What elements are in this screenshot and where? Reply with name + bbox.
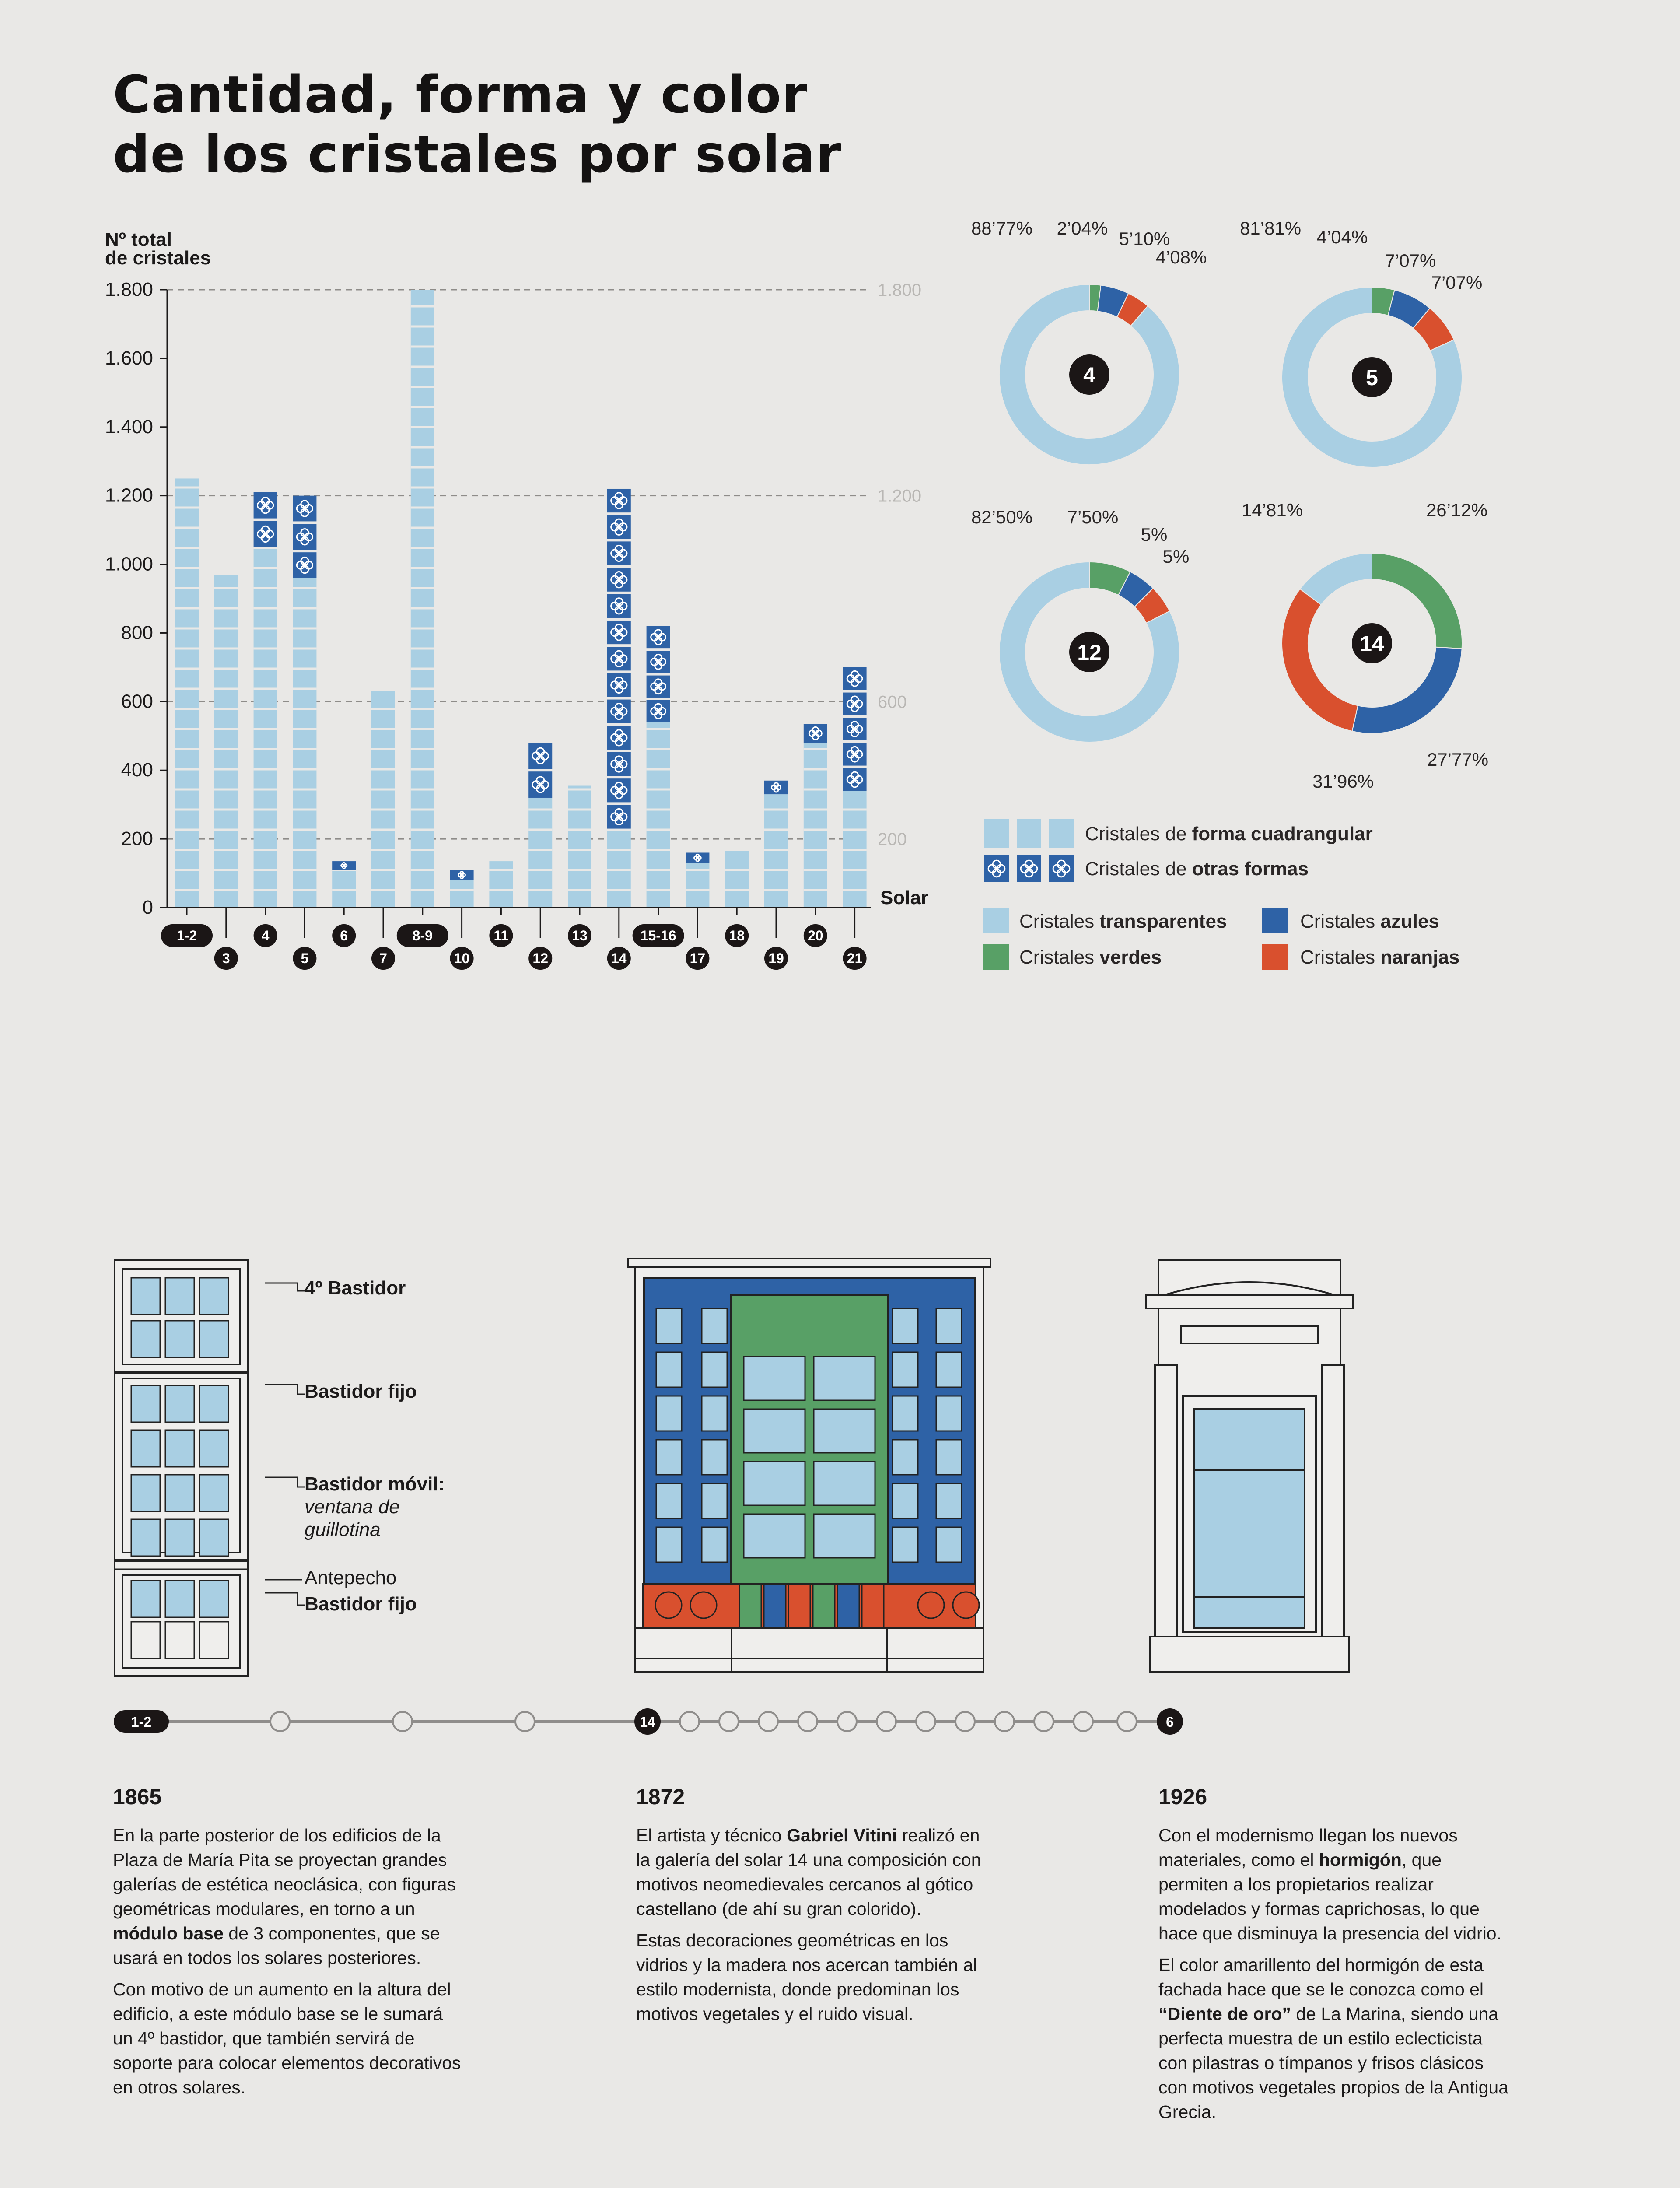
- text-column-1926: [1158, 1784, 1508, 2131]
- solar-label: 14: [611, 950, 627, 966]
- title-line-1: Cantidad, forma y color: [113, 64, 808, 125]
- donut-value-label: 5%: [1141, 524, 1168, 545]
- donut-value-label: 82’50%: [971, 507, 1033, 527]
- y-axis-label-line-1: Nº total: [105, 229, 172, 250]
- paragraph-1926-2: El color amarillento del hormigón de esta fachada hace que se le conozca como el “Diente de oro” de La Marina, siendo una perfecta muestra de un estilo eclecticista con pilastras o tímpanos y frisos clásicos con motivos vegetales propios de la Antigua Grecia.: [1158, 1955, 1509, 2122]
- y-tick-label: 1.200: [105, 484, 153, 506]
- legend-label-blue: Cristales azules: [1300, 911, 1439, 932]
- timeline-dot: [1117, 1712, 1137, 1731]
- donut-value-label: 7’07%: [1431, 272, 1483, 293]
- timeline-dot: [837, 1712, 857, 1731]
- legend-label-orange: Cristales naranjas: [1300, 947, 1460, 968]
- timeline-marker-start-label: 1-2: [131, 1714, 152, 1730]
- solar-label: 1-2: [176, 928, 197, 943]
- timeline-marker-end-label: 6: [1166, 1714, 1174, 1730]
- donut-center-label: 14: [1360, 631, 1384, 656]
- solar-label: 20: [808, 928, 823, 943]
- y-tick-label: 200: [121, 828, 153, 850]
- timeline-dot: [1034, 1712, 1054, 1731]
- year-1926: 1926: [1158, 1785, 1208, 1809]
- timeline-dot: [719, 1712, 738, 1731]
- donut-value-label: 26’12%: [1426, 500, 1488, 520]
- legend-square-label: Cristales de forma cuadrangular: [1085, 823, 1373, 845]
- donut-value-label: 4’04%: [1316, 227, 1368, 247]
- y-tick-label: 1.400: [105, 416, 153, 438]
- year-1872: 1872: [636, 1785, 685, 1809]
- timeline-dot: [1074, 1712, 1093, 1731]
- timeline-dot: [759, 1712, 778, 1731]
- annotation-fixed-frame-2: Bastidor fijo: [304, 1593, 417, 1615]
- solar-label: 18: [729, 928, 745, 943]
- donut-value-label: 14’81%: [1241, 500, 1303, 520]
- legend-label-green: Cristales verdes: [1019, 947, 1162, 968]
- donut-value-label: 4’08%: [1155, 247, 1207, 267]
- solar-label: 15-16: [640, 928, 676, 943]
- annotation-4th-frame: 4º Bastidor: [304, 1277, 406, 1299]
- y-tick-label: 0: [142, 897, 153, 918]
- y-tick-label: 1.000: [105, 553, 153, 575]
- reference-line-label: 600: [878, 692, 907, 712]
- timeline-dot: [515, 1712, 535, 1731]
- timeline-dot: [995, 1712, 1014, 1731]
- x-axis-label: Solar: [880, 887, 929, 908]
- solar-label: 17: [690, 950, 706, 966]
- y-tick-label: 1.800: [105, 279, 153, 300]
- timeline-dot: [393, 1712, 412, 1731]
- timeline-dot: [680, 1712, 699, 1731]
- donut-value-label: 81’81%: [1239, 218, 1302, 238]
- solar-label: 19: [768, 950, 784, 966]
- solar-label: 6: [340, 928, 348, 943]
- timeline-marker-middle-label: 14: [640, 1714, 655, 1730]
- donut-value-label: 5’10%: [1119, 228, 1170, 249]
- donut-value-label: 5%: [1162, 546, 1190, 567]
- paragraph-1865-2: Con motivo de un aumento en la altura del edificio, a este módulo base se le sumará un 4º bastidor, que también servirá de soporte para colocar elementos decorativos en otros solares.: [113, 1979, 461, 2097]
- title-line-2: de los cristales por solar: [113, 124, 842, 184]
- solar-label: 7: [379, 950, 387, 966]
- solar-label: 13: [572, 928, 588, 943]
- donut-value-label: 7’07%: [1385, 250, 1436, 271]
- annotation-antepecho: Antepecho: [304, 1567, 397, 1588]
- paragraph-1872-2: Estas decoraciones geométricas en los vidrios y la madera nos acercan también al estilo modernista, donde predominan los motivos vegetales y el ruido visual.: [636, 1930, 977, 2024]
- y-tick-label: 600: [121, 691, 153, 712]
- timeline-dot: [877, 1712, 896, 1731]
- solar-label: 3: [222, 950, 230, 966]
- donut-value-label: 7’50%: [1067, 507, 1119, 527]
- solar-label: 21: [847, 950, 863, 966]
- y-axis-label-line-2: de cristales: [105, 247, 211, 269]
- year-1865: 1865: [113, 1785, 162, 1809]
- donut-value-label: 27’77%: [1427, 749, 1489, 770]
- text-column-1872: [636, 1784, 986, 2033]
- reference-line-label: 1.200: [878, 486, 922, 506]
- solar-label: 5: [301, 950, 309, 966]
- text-column-1865: [113, 1784, 463, 2107]
- annotation-moving-frame: Bastidor móvil: ventana de guillotina: [304, 1473, 445, 1540]
- donut-center-label: 12: [1077, 640, 1102, 665]
- annotation-fixed-frame-1: Bastidor fijo: [304, 1381, 417, 1402]
- timeline-dot: [798, 1712, 817, 1731]
- legend-other-label: Cristales de otras formas: [1085, 858, 1309, 880]
- solar-label: 11: [494, 928, 509, 943]
- donut-value-label: 88’77%: [971, 218, 1033, 238]
- timeline-dot: [916, 1712, 935, 1731]
- donut-value-label: 2’04%: [1057, 218, 1108, 238]
- solar-label: 12: [532, 950, 548, 966]
- donut-value-label: 31’96%: [1312, 771, 1374, 792]
- timeline-dot: [956, 1712, 975, 1731]
- solar-label: 8-9: [412, 928, 433, 943]
- legend-label-transparent: Cristales transparentes: [1019, 911, 1227, 932]
- donut-center-label: 5: [1366, 365, 1378, 390]
- reference-line-label: 1.800: [878, 281, 922, 300]
- donut-center-label: 4: [1083, 363, 1096, 387]
- paragraph-1872-1: El artista y técnico Gabriel Vitini realizó en la galería del solar 14 una composición con motivos neomedievales cercanos al gótico castellano (de ahí su gran colorido).: [636, 1825, 981, 1919]
- solar-label: 10: [454, 950, 470, 966]
- reference-line-label: 200: [878, 830, 907, 849]
- solar-label: 4: [261, 928, 270, 943]
- y-tick-label: 400: [121, 759, 153, 781]
- y-tick-label: 1.600: [105, 347, 153, 369]
- paragraph-1926-1: Con el modernismo llegan los nuevos materiales, como el hormigón, que permiten a los propietarios realizar modelados y formas caprichosas, lo que hace que disminuya la presencia del vidrio.: [1158, 1825, 1502, 1943]
- timeline-dot: [270, 1712, 290, 1731]
- y-tick-label: 800: [121, 622, 153, 644]
- paragraph-1865-1: En la parte posterior de los edificios de la Plaza de María Pita se proyectan grandes galerías de estética neoclásica, con figuras geométricas modulares, en torno a un módulo base de 3 componentes, que se usará en todos los solares posteriores.: [113, 1825, 456, 1968]
